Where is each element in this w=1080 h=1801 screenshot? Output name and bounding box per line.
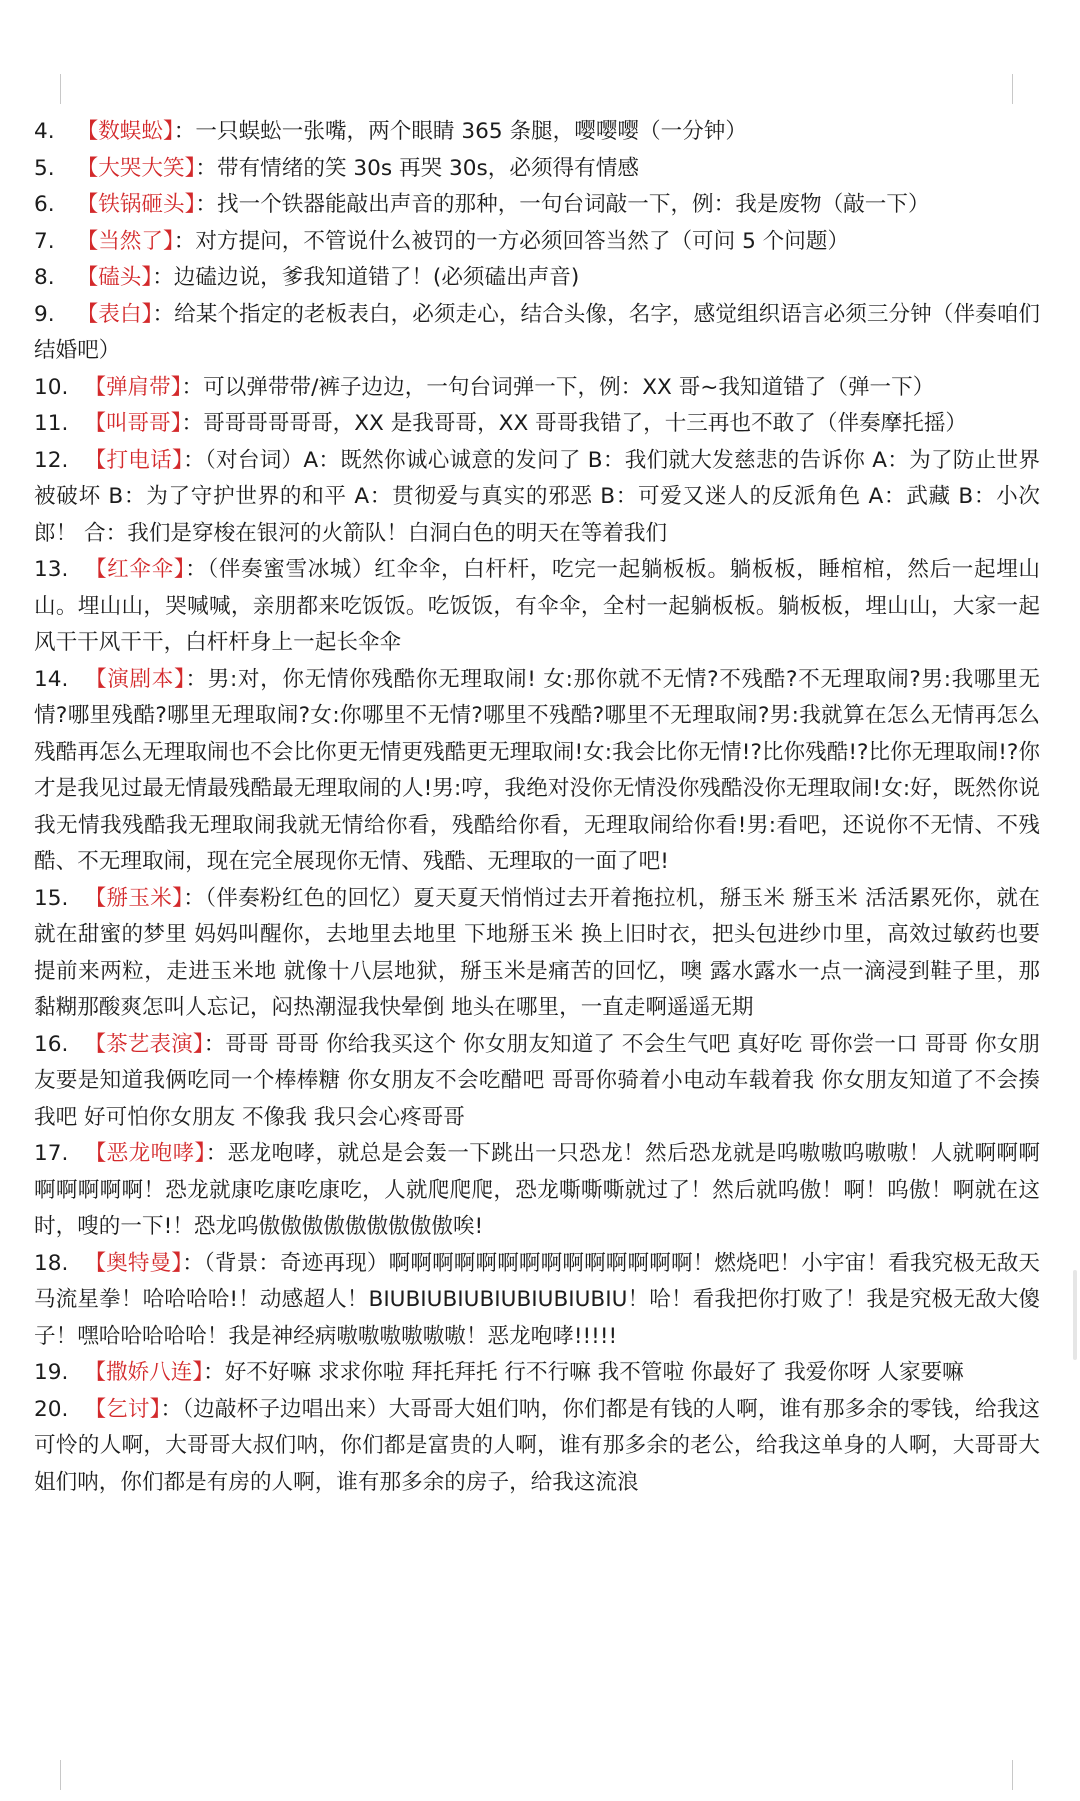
item-number: 7. [34, 228, 55, 254]
item-keyword: 【撒娇八连】 [84, 1360, 204, 1385]
item-keyword: 【表白】 [76, 301, 153, 327]
item-number: 9. [34, 301, 55, 327]
item-keyword: 【茶艺表演】 [84, 1031, 204, 1057]
item-keyword: 【当然了】 [76, 228, 174, 254]
item-keyword: 【恶龙咆哮】 [84, 1141, 206, 1166]
list-item [34, 114, 1040, 151]
item-keyword: 【演剧本】 [84, 666, 186, 692]
item-number: 4. [34, 119, 55, 144]
list-item [34, 1246, 1040, 1356]
item-text: ：男:对，你无情你残酷你无理取闹! 女:那你就不无情?不残酷?不无理取闹?男:我哪里无情?哪里残酷?哪里无理取闹?女:你哪里不无情?哪里不残酷?哪里不无理取闹?男:我就算在怎么无情再怎么残酷再怎么无理取闹也不会比你更无情更残酷更无理取闹!女:我会比你无情!?比你残酷!?比你无理取闹!?你才是我见过最无情最残酷最无理取闹的人!男:哼，我绝对没你无情没你残酷没你无理取闹!女:好，既然你说我无情我残酷我无理取闹我就无情给你看，残酷给你看，无理取闹给你看!男:看吧，还说你不无情、不残酷、不无理取闹，现在完全展现你无情、残酷、无理取的一面了吧! [34, 666, 1040, 874]
item-number: 12. [34, 447, 69, 473]
item-text: ：（边敲杯子边唱出来）大哥哥大姐们呐，你们都是有钱的人啊，谁有那多余的零钱，给我这可怜的人啊，大哥哥大叔们呐，你们都是富贵的人啊，谁有那多余的老公，给我这单身的人啊，大哥哥大姐们呐，你们都是有房的人啊，谁有那多余的房子，给我这流浪 [34, 1396, 1041, 1495]
item-text: ：（背景：奇迹再现）啊啊啊啊啊啊啊啊啊啊啊啊啊啊！燃烧吧！小宇宙！看我究极无敌天马流星拳！哈哈哈哈!！动感超人！BIUBIUBIUBIUBIUBIUBIU！哈！看我把你打败了！我是究极无敌大傻子！嘿哈哈哈哈哈！我是神经病嗷嗷嗷嗷嗷嗷！恶龙咆哮!!!!! [34, 1250, 1041, 1349]
item-number: 18. [34, 1250, 69, 1276]
item-number: 17. [34, 1141, 69, 1166]
list-item [34, 881, 1040, 1027]
item-keyword: 【弹肩带】 [84, 374, 182, 400]
item-keyword: 【掰玉米】 [84, 885, 184, 911]
item-number: 6. [34, 192, 55, 217]
item-text: ：（对台词）A：既然你诚心诚意的发问了 B：我们就大发慈悲的告诉你 A：为了防止世界被破坏 B：为了守护世界的和平 A：贯彻爱与真实的邪恶 B：可爱又迷人的反派角色 A：武藏 B：小次郎！ 合：我们是穿梭在银河的火箭队！白洞白色的明天在等着我们 [34, 447, 1040, 546]
item-keyword: 【乞讨】 [84, 1396, 161, 1422]
crop-mark-top-left [30, 74, 61, 104]
list-item [34, 224, 1040, 261]
item-number: 15. [34, 885, 69, 911]
item-text: ：哥哥 哥哥 你给我买这个 你女朋友知道了 不会生气吧 真好吃 哥你尝一口 哥哥 你女朋友要是知道我俩吃同一个棒棒糖 你女朋友不会吃醋吧 哥哥你骑着小电动车载着我 你女朋友知道了不会揍我吧 好可怕你女朋友 不像我 我只会心疼哥哥 [34, 1031, 1040, 1130]
item-keyword: 【数蜈蚣】 [76, 119, 174, 144]
item-text: ：一只蜈蚣一张嘴，两个眼睛 365 条腿，嘤嘤嘤（一分钟） [173, 119, 747, 144]
crop-mark-top-right [1012, 74, 1043, 104]
list-item [34, 370, 1040, 407]
item-text: ：好不好嘛 求求你啦 拜托拜托 行不行嘛 我不管啦 你最好了 我爱你呀 人家要嘛 [203, 1360, 964, 1385]
list-item [34, 662, 1040, 881]
list-item [34, 1392, 1040, 1502]
list-item [34, 406, 1040, 443]
item-text: ：找一个铁器能敲出声音的那种，一句台词敲一下，例：我是废物（敲一下） [195, 192, 930, 217]
item-keyword: 【磕头】 [76, 265, 153, 290]
list-item [34, 552, 1040, 662]
item-keyword: 【叫哥哥】 [84, 411, 182, 436]
item-text: ：恶龙咆哮，就总是会轰一下跳出一只恐龙！然后恐龙就是呜嗷嗷呜嗷嗷！人就啊啊啊啊啊啊啊啊！恐龙就康吃康吃康吃，人就爬爬爬，恐龙嘶嘶嘶就过了！然后就呜傲！啊！呜傲！啊就在这时，嗖的一下!！恐龙呜傲傲傲傲傲傲傲傲傲唉! [34, 1141, 1040, 1239]
item-number: 20. [34, 1396, 69, 1422]
item-keyword: 【铁锅砸头】 [76, 192, 196, 217]
list-item [34, 1027, 1040, 1137]
item-number: 8. [34, 265, 55, 290]
item-number: 5. [34, 155, 55, 181]
item-text: ：（伴奏蜜雪冰城）红伞伞，白杆杆，吃完一起躺板板。躺板板，睡棺棺，然后一起埋山山。埋山山，哭喊喊，亲朋都来吃饭饭。吃饭饭，有伞伞，全村一起躺板板。躺板板，埋山山，大家一起风干干风干干，白杆杆身上一起长伞伞 [34, 557, 1041, 655]
item-text: ：给某个指定的老板表白，必须走心，结合头像，名字，感觉组织语言必须三分钟（伴奏咱们结婚吧） [34, 301, 1040, 363]
item-number: 10. [34, 374, 69, 400]
document-body [34, 114, 1040, 1501]
scrollbar-thumb[interactable] [1073, 1270, 1077, 1360]
list-item [34, 1355, 1040, 1392]
list-item [34, 297, 1040, 370]
item-text: ：（伴奏粉红色的回忆）夏天夏天悄悄过去开着拖拉机，掰玉米 掰玉米 活活累死你，就在就在甜蜜的梦里 妈妈叫醒你，去地里去地里 下地掰玉米 换上旧时衣，把头包进纱巾里，高效过敏药也要提前来两粒，走进玉米地 就像十八层地狱，掰玉米是痛苦的回忆，噢 露水露水一点一滴浸到鞋子里，那黏糊那酸爽怎叫人忘记，闷热潮湿我快晕倒 地头在哪里，一直走啊遥遥无期 [34, 885, 1040, 1020]
crop-mark-bottom-left [30, 1760, 61, 1790]
list-item [34, 443, 1040, 553]
list-item [34, 187, 1040, 224]
item-text: ：哥哥哥哥哥哥，XX 是我哥哥，XX 哥哥我错了，十三再也不敢了（伴奏摩托摇） [181, 411, 968, 436]
item-number: 19. [34, 1360, 69, 1385]
item-keyword: 【大哭大笑】 [76, 155, 196, 181]
item-number: 13. [34, 557, 69, 582]
item-text: ：可以弹带带/裤子边边，一句台词弹一下，例：XX 哥~我知道错了（弹一下） [181, 374, 935, 400]
crop-mark-bottom-right [1012, 1760, 1043, 1790]
item-number: 14. [34, 666, 69, 692]
item-keyword: 【奥特曼】 [84, 1250, 183, 1276]
list-item [34, 151, 1040, 188]
item-text: ：边磕边说，爹我知道错了！(必须磕出声音) [152, 265, 580, 290]
item-text: ：带有情绪的笑 30s 再哭 30s，必须得有情感 [195, 155, 639, 181]
item-keyword: 【红伞伞】 [84, 557, 186, 582]
item-number: 16. [34, 1031, 69, 1057]
item-number: 11. [34, 411, 69, 436]
list-item [34, 1136, 1040, 1246]
item-text: ：对方提问，不管说什么被罚的一方必须回答当然了（可问 5 个问题） [173, 228, 850, 254]
list-item [34, 260, 1040, 297]
item-keyword: 【打电话】 [84, 447, 184, 473]
